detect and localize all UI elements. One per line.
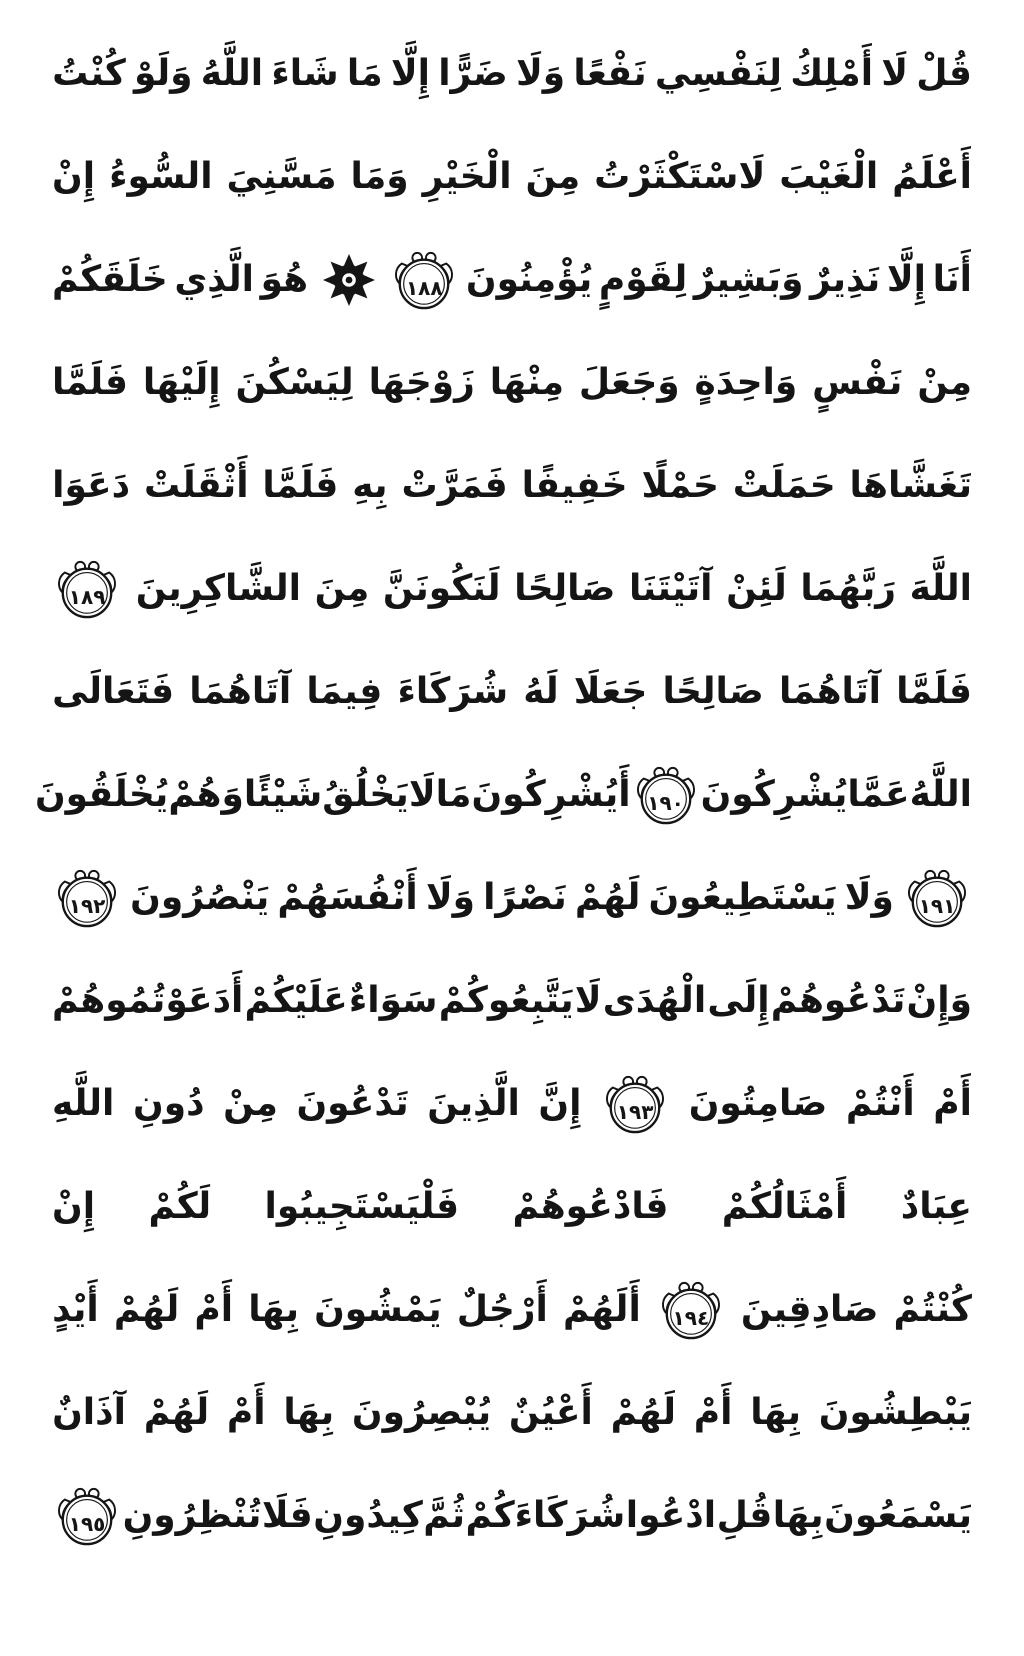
ayah-word: يَسْمَعُونَ — [824, 1494, 972, 1536]
ayah-word: شُرَكَاءَ — [397, 670, 509, 712]
ayah-word: اللَّهَ — [909, 567, 972, 609]
ayah-word: شَيْئًا — [243, 773, 323, 815]
mushaf-line — [52, 228, 972, 331]
ayah-word: لَا — [881, 52, 909, 94]
ayah-word: فَلَمَّا — [262, 464, 339, 506]
ayah-end-marker — [56, 1485, 118, 1547]
ayah-word: لِنَفْسِي — [654, 52, 782, 94]
ayah-word: لَاسْتَكْثَرْتُ — [594, 155, 766, 197]
mushaf-line — [34, 743, 972, 846]
ayah-word: بِهَا — [772, 1494, 824, 1536]
ayah-word: أَمْ — [693, 1391, 733, 1433]
ayah-word: أَمْ — [933, 1082, 972, 1124]
ayah-word: لَكُمْ — [148, 1185, 212, 1227]
ayah-word: زَوْجَهَا — [368, 361, 475, 403]
ayah-word: شَاءَ — [271, 52, 339, 94]
mushaf-line — [52, 1464, 972, 1567]
mushaf-text-block — [34, 22, 972, 1567]
ayah-word: أَلَهُمْ — [562, 1288, 641, 1330]
ayah-word: دُونِ — [133, 1082, 205, 1124]
ayah-word: خَلَقَكُمْ — [52, 258, 168, 300]
mushaf-line — [52, 331, 972, 434]
ayah-word: يَتَّبِعُوكُمْ — [438, 979, 574, 1021]
ayah-word: وَلَا — [425, 876, 476, 918]
ayah-number: ١٩٠ — [647, 790, 684, 815]
ayah-word: عَلَيْكُمْ — [244, 979, 348, 1021]
ayah-word: يُخْلَقُونَ — [34, 773, 169, 815]
ayah-word: أَمْلِكُ — [790, 52, 874, 94]
ayah-word: سَوَاءٌ — [348, 979, 438, 1021]
ayah-end-marker — [604, 1073, 666, 1135]
ayah-word: تَدْعُونَ — [296, 1082, 409, 1124]
ayah-word: فَمَرَّتْ — [401, 464, 508, 506]
ayah-word: وَلَا — [844, 876, 894, 918]
ayah-word: مِنْ — [917, 361, 972, 403]
ayah-number: ١٩١ — [918, 893, 956, 918]
ayah-end-marker — [56, 558, 118, 620]
ayah-number: ١٩٣ — [616, 1099, 654, 1124]
ayah-word: وَبَشِيرٌ — [693, 258, 804, 300]
ayah-word: أَيْدٍ — [52, 1288, 99, 1330]
mushaf-line — [52, 125, 972, 228]
mushaf-line — [52, 1155, 972, 1258]
ayah-word: أَنَا — [932, 258, 972, 300]
ayah-word: اللَّهُ — [200, 52, 264, 94]
ayah-word: وَاحِدَةٍ — [694, 361, 798, 403]
ayah-word: أَرْجُلٌ — [456, 1288, 548, 1330]
ayah-word: لَهُمْ — [574, 876, 641, 918]
ayah-word: دَعَوَا — [52, 464, 131, 506]
ayah-word: يُشْرِكُونَ — [700, 773, 848, 815]
ayah-word: فَادْعُوهُمْ — [512, 1185, 669, 1227]
ayah-word: لَنَكُونَنَّ — [382, 567, 501, 609]
mushaf-line — [52, 1052, 972, 1155]
ayah-word: كُنْتُمْ — [893, 1288, 972, 1330]
mushaf-line — [52, 640, 972, 743]
ayah-word: عَمَّا — [847, 773, 910, 815]
ayah-word: لَا — [574, 979, 602, 1021]
ayah-word: فِيمَا — [306, 670, 383, 712]
ayah-word: حَمْلًا — [641, 464, 719, 506]
ayah-word: مِنْهَا — [489, 361, 565, 403]
ayah-word: آذَانٌ — [52, 1391, 126, 1433]
ayah-end-marker — [635, 764, 697, 826]
ayah-word: إِلَّا — [390, 52, 431, 94]
ayah-word: الْهُدَى — [602, 979, 707, 1021]
ayah-word: تَغَشَّاهَا — [849, 464, 972, 506]
ayah-word: كِيدُونِ — [313, 1494, 423, 1536]
mushaf-line — [52, 434, 972, 537]
ayah-word: يُبْصِرُونَ — [351, 1391, 492, 1433]
ayah-word: مِنْ — [223, 1082, 278, 1124]
ayah-word: فَلْيَسْتَجِيبُوا — [264, 1185, 460, 1227]
ayah-word: مَسَّنِيَ — [226, 155, 337, 197]
ayah-word: يَمْشُونَ — [314, 1288, 442, 1330]
ayah-end-marker — [56, 867, 118, 929]
ayah-word: وَلَا — [515, 52, 566, 94]
ayah-word: أَنْتُمْ — [845, 1082, 915, 1124]
ayah-word: آتَاهُمَا — [778, 670, 881, 712]
ayah-number: ١٨٨ — [405, 275, 443, 300]
ayah-word: صَادِقِينَ — [740, 1288, 879, 1330]
ayah-word: فَتَعَالَى — [52, 670, 175, 712]
ayah-word: قُلِ — [716, 1494, 773, 1536]
ayah-word: خَفِيفًا — [521, 464, 628, 506]
mushaf-line — [52, 949, 972, 1052]
ayah-word: تَدْعُوهُمْ — [770, 979, 906, 1021]
mushaf-line — [52, 22, 972, 125]
ayah-word: بِهِ — [352, 464, 388, 506]
ayah-word: شُرَكَاءَكُمْ — [465, 1494, 626, 1536]
ayah-word: أَمْثَالُكُمْ — [721, 1185, 848, 1227]
ayah-word: مِنَ — [525, 155, 581, 197]
ayah-word: الَّذِينَ — [427, 1082, 520, 1124]
ayah-word: أَثْقَلَتْ — [143, 464, 249, 506]
ayah-word: بِهَا — [750, 1391, 802, 1433]
ayah-word: بِهَا — [283, 1391, 335, 1433]
ayah-word: فَلَا — [261, 1494, 313, 1536]
ayah-word: لَهُ — [523, 670, 559, 712]
ayah-word: نَصْرًا — [483, 876, 567, 918]
ayah-word: مَا — [435, 773, 472, 815]
ayah-word: أَيُشْرِكُونَ — [471, 773, 631, 815]
ayah-word: يُؤْمِنُونَ — [465, 258, 593, 300]
ayah-end-marker — [906, 867, 968, 929]
ayah-number: ١٩٥ — [68, 1511, 106, 1536]
ayah-word: إِنَّ — [538, 1082, 582, 1124]
ayah-word: ادْعُوا — [625, 1494, 717, 1536]
ayah-word: رَبَّهُمَا — [800, 567, 896, 609]
ayah-word: الَّذِي — [174, 258, 254, 300]
ayah-word: أَعْيُنٌ — [508, 1391, 593, 1433]
ayah-word: مِنَ — [314, 567, 370, 609]
ayah-word: يَخْلُقُ — [322, 773, 409, 815]
mushaf-line — [52, 537, 972, 640]
ayah-word: لَهُمْ — [610, 1391, 677, 1433]
ayah-word: هُوَ — [260, 258, 309, 300]
ayah-word: عِبَادٌ — [900, 1185, 972, 1227]
ayah-word: فَلَمَّا — [52, 361, 128, 403]
ayah-word: الْخَيْرِ — [422, 155, 512, 197]
ayah-word: تُنْظِرُونِ — [122, 1494, 262, 1536]
ayah-word: جَعَلَا — [573, 670, 648, 712]
ayah-word: صَامِتُونَ — [688, 1082, 828, 1124]
ayah-word: إِنْ — [52, 1185, 96, 1227]
ayah-word: أَمْ — [226, 1391, 266, 1433]
rub-el-hizb-icon — [321, 252, 377, 308]
ayah-word: نَفْعًا — [573, 52, 647, 94]
ayah-word: إِلَّا — [886, 258, 927, 300]
mushaf-line — [52, 1361, 972, 1464]
ayah-word: وَلَوْ — [134, 52, 193, 94]
ayah-word: الْغَيْبَ — [779, 155, 879, 197]
mushaf-line — [52, 846, 972, 949]
ayah-word: إِلَيْهَا — [142, 361, 221, 403]
ayah-word: كُنْتُ — [52, 52, 126, 94]
ayah-number: ١٨٩ — [68, 584, 106, 609]
ayah-word: لِقَوْمٍ — [598, 258, 688, 300]
ayah-number: ١٩٢ — [68, 893, 106, 918]
ayah-word: وَمَا — [350, 155, 409, 197]
ayah-word: يَنْصُرُونَ — [130, 876, 270, 918]
ayah-number: ١٩٤ — [672, 1305, 710, 1330]
ayah-word: نَذِيرٌ — [810, 258, 881, 300]
ayah-word: لَا — [408, 773, 436, 815]
ayah-word: أَدَعَوْتُمُوهُمْ — [52, 979, 244, 1021]
ayah-word: يَسْتَطِيعُونَ — [648, 876, 837, 918]
ayah-end-marker — [660, 1279, 722, 1341]
ayah-word: بِهَا — [248, 1288, 299, 1330]
ayah-word: السُّوءُ — [109, 155, 213, 197]
ayah-word: ضَرًّا — [438, 52, 508, 94]
ayah-word: وَهُمْ — [168, 773, 244, 815]
ayah-word: لِيَسْكُنَ — [235, 361, 354, 403]
ayah-word: آتَاهُمَا — [189, 670, 292, 712]
ayah-word: ثُمَّ — [423, 1494, 465, 1536]
ayah-word: الشَّاكِرِينَ — [135, 567, 301, 609]
ayah-word: فَلَمَّا — [896, 670, 972, 712]
ayah-word: يَبْطِشُونَ — [818, 1391, 972, 1433]
ayah-word: قُلْ — [916, 52, 972, 94]
ayah-word: إِنْ — [52, 155, 96, 197]
ayah-word: وَإِنْ — [906, 979, 972, 1021]
ayah-word: مَا — [346, 52, 383, 94]
mushaf-line — [52, 1258, 972, 1361]
ayah-word: أَعْلَمُ — [892, 155, 972, 197]
ayah-word: حَمَلَتْ — [732, 464, 836, 506]
ayah-end-marker — [393, 249, 455, 311]
ayah-word: اللَّهُ — [909, 773, 972, 815]
ayah-word: صَالِحًا — [662, 670, 764, 712]
ayah-word: نَفْسٍ — [812, 361, 903, 403]
ayah-word: لَهُمْ — [113, 1288, 180, 1330]
ayah-word: اللَّهِ — [52, 1082, 115, 1124]
ayah-word: إِلَى — [707, 979, 770, 1021]
ayah-word: صَالِحًا — [514, 567, 616, 609]
ayah-word: لَئِنْ — [726, 567, 787, 609]
ayah-word: لَهُمْ — [143, 1391, 210, 1433]
ayah-word: وَجَعَلَ — [578, 361, 680, 403]
ayah-word: آتَيْتَنَا — [629, 567, 713, 609]
ayah-word: أَنْفُسَهُمْ — [277, 876, 418, 918]
ayah-word: أَمْ — [194, 1288, 234, 1330]
